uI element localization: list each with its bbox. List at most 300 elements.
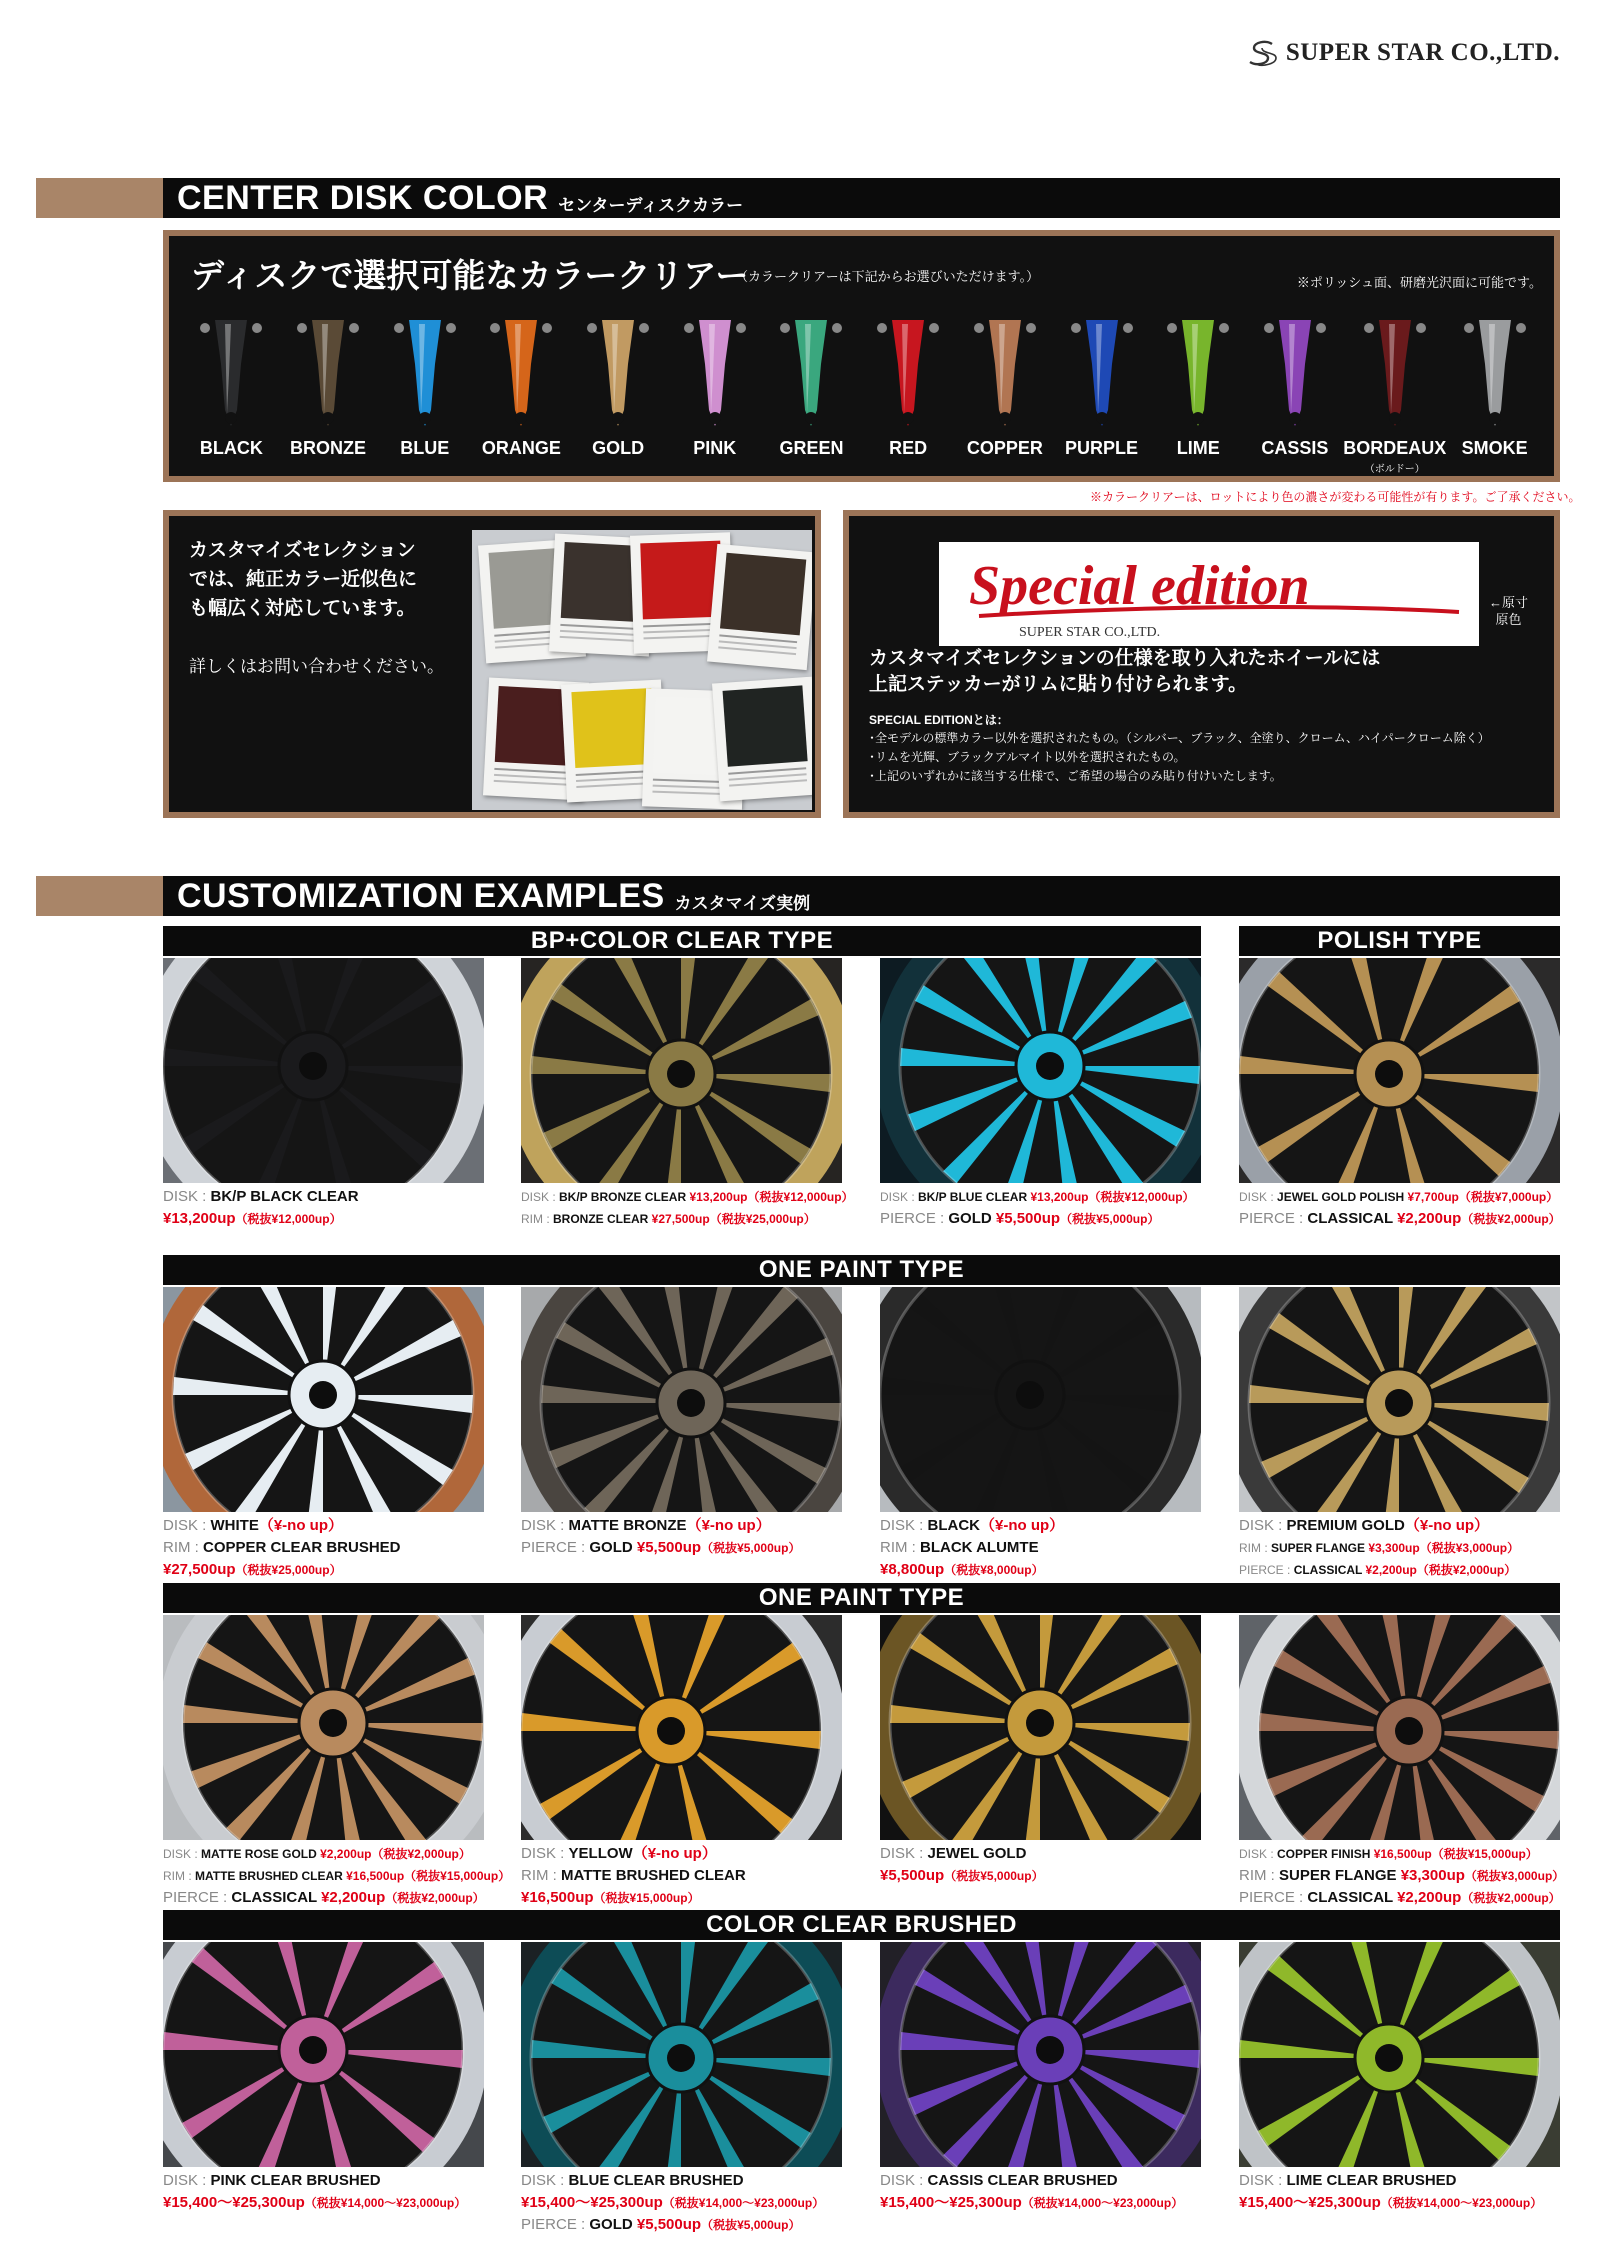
example-spec-text: YELLOW: [568, 1845, 633, 1862]
customization-example: [1239, 958, 1560, 1230]
example-spec-text: RIM :: [163, 1539, 203, 1556]
example-spec-text: ¥16,500up: [346, 1869, 405, 1883]
example-specs: [521, 2170, 842, 2236]
special-edition-item: ･全モデルの標準カラー以外を選択されたもの。（シルバー、ブラック、全塗り、クローム、ハイパークローム除く）: [869, 731, 1490, 745]
wheel-photo-graphic: [521, 958, 842, 1183]
example-spec-line: [880, 2192, 1201, 2214]
example-spec-line: [880, 1559, 1201, 1581]
example-spec-text: LIME CLEAR BRUSHED: [1286, 2172, 1457, 2189]
example-spec-text: （税抜¥12,000up）: [747, 1190, 854, 1204]
example-spec-text: DISK :: [880, 1845, 928, 1862]
special-edition-list: [869, 729, 1490, 786]
swatch-label: SMOKE: [1461, 438, 1528, 458]
example-spec-text: CLASSICAL: [231, 1889, 322, 1906]
example-spec-text: MATTE BRUSHED CLEAR: [195, 1869, 347, 1883]
example-spec-text: （税抜¥12,000up）: [1088, 1190, 1195, 1204]
example-spec-text: PIERCE :: [521, 1539, 590, 1556]
swatch-label: LIME: [1176, 438, 1220, 458]
color-swatch: [570, 314, 667, 474]
example-spec-line: [163, 1865, 511, 1887]
example-spec-text: ¥15,400～¥25,300up: [1239, 2194, 1381, 2211]
example-spec-line: [521, 1887, 842, 1909]
color-sample-card: [707, 544, 812, 670]
wheel-photo: [1239, 958, 1560, 1183]
wheel-photo-graphic: [1239, 958, 1560, 1183]
example-spec-text: （税抜¥25,000up）: [235, 1563, 342, 1577]
example-spec-text: DISK :: [521, 1517, 569, 1534]
example-spec-text: （税抜¥5,000up）: [944, 1869, 1044, 1883]
color-sample-cards-photo: [472, 530, 812, 810]
example-spec-text: DISK :: [1239, 1847, 1278, 1861]
swatch-sublabel: （ボルドー）: [1364, 464, 1425, 475]
customization-example: [163, 1942, 484, 2214]
example-spec-text: （税抜¥2,000up）: [1461, 1891, 1561, 1905]
example-spec-text: （税抜¥5,000up）: [1060, 1212, 1160, 1226]
example-spec-text: （税抜¥14,000～¥23,000up）: [1380, 2196, 1543, 2210]
wheel-photo: [521, 958, 842, 1183]
color-swatch-list: [183, 314, 1543, 474]
example-spec-text: BLACK ALUMTE: [920, 1539, 1039, 1556]
example-specs: [880, 1843, 1201, 1887]
example-spec-text: （税抜¥5,000up）: [701, 2218, 801, 2232]
color-panel-note: ※ポリッシュ面、研磨光沢面に可能です。: [1296, 275, 1542, 290]
example-spec-line: [163, 2192, 484, 2214]
example-spec-text: ¥13,200up: [163, 1210, 236, 1227]
example-spec-text: MATTE ROSE GOLD: [201, 1847, 321, 1861]
example-spec-text: （税抜¥2,000up）: [1461, 1212, 1561, 1226]
example-spec-text: CASSIS CLEAR BRUSHED: [927, 2172, 1118, 2189]
customization-example: [880, 958, 1201, 1230]
special-edition-subtitle: SPECIAL EDITIONとは：: [869, 713, 1009, 727]
example-spec-text: ¥16,500up: [521, 1889, 594, 1906]
example-specs: [880, 1515, 1201, 1581]
section-bar: [163, 178, 1560, 218]
wheel-photo-graphic: [1239, 1287, 1560, 1512]
example-spec-line: [880, 1537, 1201, 1559]
wheel-photo-graphic: [880, 1942, 1201, 2167]
customization-example: [1239, 1287, 1560, 1581]
example-spec-text: （税抜¥15,000up）: [1431, 1847, 1538, 1861]
example-spec-text: ¥2,200up: [1365, 1563, 1417, 1577]
wheel-photo: [880, 1942, 1201, 2167]
section-title-jp: センターディスクカラー: [558, 195, 744, 215]
spoke-sample-icon: [389, 314, 461, 432]
swatch-label: PURPLE: [1065, 438, 1139, 458]
swatch-label: BRONZE: [290, 438, 367, 458]
special-edition-box: [843, 510, 1560, 818]
customization-example: [880, 1942, 1201, 2214]
example-spec-line: [1239, 1208, 1560, 1230]
example-spec-text: JEWEL GOLD POLISH: [1277, 1190, 1408, 1204]
example-spec-text: （税抜¥5,000up）: [701, 1541, 801, 1555]
spoke-sample-icon: [292, 314, 364, 432]
example-spec-text: MATTE BRUSHED CLEAR: [561, 1867, 746, 1884]
swatch-label: ORANGE: [481, 438, 561, 458]
spoke-sample-icon: [485, 314, 557, 432]
section-title-en: CENTER DISK COLOR: [177, 178, 549, 217]
sticker-size-note: ←原寸 原色: [1489, 595, 1529, 627]
example-spec-text: SUPER FLANGE: [1279, 1867, 1401, 1884]
group-one-paint-2: ONE PAINT TYPE: [163, 1583, 1560, 1613]
example-spec-text: PINK CLEAR BRUSHED: [210, 2172, 381, 2189]
example-spec-text: ¥3,300up: [1368, 1541, 1420, 1555]
color-panel-title: ディスクで選択可能なカラークリアー: [191, 257, 749, 294]
example-spec-line: [1239, 1843, 1560, 1865]
wheel-photo: [1239, 1615, 1560, 1840]
example-spec-text: RIM :: [1239, 1867, 1279, 1884]
example-spec-text: RIM :: [521, 1867, 561, 1884]
example-spec-line: [163, 1208, 484, 1230]
example-spec-text: DISK :: [1239, 1517, 1287, 1534]
wheel-photo-graphic: [521, 1942, 842, 2167]
spoke-sample-icon: [1359, 314, 1431, 432]
example-specs: [1239, 1843, 1565, 1909]
wheel-photo-graphic: [880, 1615, 1201, 1840]
company-name: SUPER STAR CO.,LTD.: [1285, 39, 1560, 66]
example-spec-text: （税抜¥12,000up）: [235, 1212, 342, 1226]
special-edition-item: ･リムを光輝、ブラックアルマイト以外を選択されたもの。: [869, 750, 1186, 764]
example-spec-text: GOLD: [589, 2216, 637, 2233]
company-logo-icon: [1246, 38, 1280, 68]
wheel-photo: [521, 1942, 842, 2167]
example-spec-line: [163, 1537, 484, 1559]
example-spec-text: PIERCE :: [521, 2216, 590, 2233]
example-spec-text: CLASSICAL: [1307, 1210, 1398, 1227]
example-specs: [521, 1843, 842, 1909]
example-spec-line: [521, 1843, 842, 1865]
customization-example: [521, 958, 854, 1230]
color-swatch: [666, 314, 763, 474]
color-swatch: [1446, 314, 1543, 474]
example-spec-line: [521, 2214, 842, 2236]
example-spec-text: ¥5,500up: [636, 1539, 702, 1556]
wheel-photo: [163, 1942, 484, 2167]
example-spec-text: DISK :: [521, 1190, 560, 1204]
example-spec-line: [521, 1865, 842, 1887]
example-spec-text: ¥5,500up: [880, 1867, 945, 1884]
group-polish: POLISH TYPE: [1239, 926, 1560, 956]
example-spec-text: （¥-no up）: [686, 1517, 771, 1534]
group-color-clear-brushed: COLOR CLEAR BRUSHED: [163, 1910, 1560, 1940]
example-spec-text: （税抜¥2,000up）: [385, 1891, 485, 1905]
wheel-photo-graphic: [163, 1942, 484, 2167]
example-spec-text: DISK :: [163, 2172, 211, 2189]
customization-example: [880, 1287, 1201, 1581]
wheel-photo-graphic: [163, 1615, 484, 1840]
example-spec-line: [521, 1515, 842, 1537]
example-specs: [880, 1186, 1201, 1230]
special-edition-sticker: [939, 542, 1479, 646]
example-spec-text: ¥2,200up: [1397, 1889, 1462, 1906]
section-tab: [36, 178, 163, 218]
color-swatch: [957, 314, 1054, 474]
example-spec-line: [1239, 2170, 1560, 2192]
company-logo: [1246, 38, 1560, 68]
example-spec-text: RIM :: [163, 1869, 195, 1883]
color-swatch: [1247, 314, 1344, 474]
wheel-photo: [163, 958, 484, 1183]
swatch-label: PINK: [693, 438, 737, 458]
example-spec-line: [1239, 1887, 1560, 1909]
section-header-customization-examples: [36, 876, 1560, 916]
wheel-photo-graphic: [880, 1287, 1201, 1512]
example-spec-line: [1239, 1515, 1560, 1537]
example-spec-line: [163, 1515, 484, 1537]
swatch-label: BORDEAUX: [1343, 438, 1447, 458]
example-spec-text: DISK :: [521, 2172, 569, 2189]
example-spec-line: [880, 1865, 1201, 1887]
spoke-sample-icon: [1162, 314, 1234, 432]
example-spec-line: [163, 1559, 484, 1581]
example-spec-line: [880, 1843, 1201, 1865]
example-spec-text: （税抜¥2,000up）: [371, 1847, 471, 1861]
wheel-photo: [880, 1287, 1201, 1512]
example-spec-text: BLACK: [927, 1517, 981, 1534]
section-bar: [163, 876, 1560, 916]
example-spec-text: BRONZE CLEAR: [553, 1212, 652, 1226]
example-spec-line: [163, 2170, 484, 2192]
color-swatch: [860, 314, 957, 474]
customization-example: [1239, 1942, 1560, 2214]
customization-example: [880, 1615, 1201, 1887]
example-spec-text: PREMIUM GOLD: [1286, 1517, 1405, 1534]
customize-contact-text: 詳しくはお問い合わせください。: [189, 657, 444, 676]
swatch-label: BLACK: [199, 438, 263, 458]
wheel-photo-graphic: [163, 1287, 484, 1512]
example-spec-text: RIM :: [521, 1212, 553, 1226]
color-panel-title-note: （カラークリアーは下記からお選びいただけます。）: [735, 269, 1040, 284]
example-spec-text: COPPER CLEAR BRUSHED: [203, 1539, 401, 1556]
example-spec-text: MATTE BRONZE: [568, 1517, 687, 1534]
example-spec-text: JEWEL GOLD: [927, 1845, 1027, 1862]
example-spec-text: ¥15,400～¥25,300up: [521, 2194, 663, 2211]
color-swatch: [376, 314, 473, 474]
color-swatch: [1343, 314, 1446, 474]
example-spec-text: （税抜¥2,000up）: [1416, 1563, 1517, 1577]
wheel-photo: [163, 1615, 484, 1840]
wheel-photo-graphic: [880, 958, 1201, 1183]
example-spec-line: [1239, 1865, 1565, 1887]
example-spec-line: [521, 1208, 842, 1230]
example-spec-line: [163, 1887, 484, 1909]
spoke-sample-icon: [872, 314, 944, 432]
example-spec-text: DISK :: [880, 2172, 928, 2189]
example-spec-text: （¥-no up）: [258, 1517, 343, 1534]
example-spec-text: （税抜¥3,000up）: [1419, 1541, 1520, 1555]
example-spec-text: ¥3,300up: [1400, 1867, 1465, 1884]
section-tab: [36, 876, 163, 916]
example-specs: [521, 1515, 842, 1559]
example-spec-text: COPPER FINISH: [1277, 1847, 1374, 1861]
example-spec-line: [521, 1537, 842, 1559]
wheel-photo: [1239, 1942, 1560, 2167]
customization-example: [163, 1287, 484, 1581]
example-specs: [1239, 2170, 1560, 2214]
color-footnote: ※カラークリアーは、ロットにより色の濃さが変わる可能性が有ります。ご了承ください。: [1090, 490, 1581, 504]
example-spec-text: DISK :: [1239, 1190, 1278, 1204]
example-spec-text: PIERCE :: [1239, 1889, 1308, 1906]
wheel-photo: [163, 1287, 484, 1512]
example-spec-text: ¥27,500up: [651, 1212, 710, 1226]
customization-example: [163, 1615, 511, 1909]
example-specs: [1239, 1515, 1560, 1581]
example-spec-text: ¥13,200up: [1030, 1190, 1089, 1204]
example-spec-line: [1239, 1537, 1560, 1559]
customization-example: [163, 958, 484, 1230]
example-specs: [163, 1843, 511, 1909]
example-spec-text: （¥-no up）: [980, 1517, 1065, 1534]
example-spec-text: （税抜¥15,000up）: [404, 1869, 511, 1883]
customization-example: [521, 1287, 842, 1559]
example-spec-text: （税抜¥8,000up）: [944, 1563, 1044, 1577]
example-spec-line: [521, 2170, 842, 2192]
customization-example: [521, 1942, 842, 2236]
example-spec-text: ¥15,400～¥25,300up: [163, 2194, 305, 2211]
example-spec-text: （税抜¥7,000up）: [1458, 1190, 1559, 1204]
color-swatch: [183, 314, 280, 474]
example-specs: [163, 2170, 484, 2214]
example-spec-text: GOLD: [589, 1539, 637, 1556]
example-spec-text: ¥13,200up: [689, 1190, 748, 1204]
example-spec-text: BK/P BLACK CLEAR: [210, 1188, 359, 1205]
example-spec-line: [880, 1208, 1201, 1230]
example-spec-text: BK/P BRONZE CLEAR: [559, 1190, 690, 1204]
example-spec-text: ¥2,200up: [1397, 1210, 1462, 1227]
example-spec-text: BK/P BLUE CLEAR: [918, 1190, 1031, 1204]
example-spec-text: WHITE: [210, 1517, 259, 1534]
customize-selection-box: [163, 510, 821, 818]
example-specs: [1239, 1186, 1560, 1230]
example-spec-line: [880, 2170, 1201, 2192]
wheel-photo: [880, 958, 1201, 1183]
example-spec-text: ¥27,500up: [163, 1561, 236, 1578]
sticker-sub: SUPER STAR CO.,LTD.: [1019, 625, 1161, 640]
example-spec-text: ¥5,500up: [995, 1210, 1061, 1227]
example-spec-text: （税抜¥14,000～¥23,000up）: [304, 2196, 467, 2210]
example-spec-text: SUPER FLANGE: [1271, 1541, 1369, 1555]
spoke-sample-icon: [582, 314, 654, 432]
wheel-photo-graphic: [1239, 1615, 1560, 1840]
special-edition-text: カスタマイズセレクションの仕様を取り入れたホイールには 上記ステッカーがリムに貼り付けられます。: [869, 648, 1381, 695]
example-spec-text: （税抜¥14,000～¥23,000up）: [1021, 2196, 1184, 2210]
example-spec-text: （¥-no up）: [1404, 1517, 1490, 1534]
example-spec-text: CLASSICAL: [1293, 1563, 1366, 1577]
example-spec-text: ¥8,800up: [880, 1561, 945, 1578]
customize-text: カスタマイズセレクション では、純正カラー近似色に も幅広く対応しています。: [189, 540, 418, 619]
example-spec-text: PIERCE :: [163, 1889, 232, 1906]
color-swatch: [1053, 314, 1150, 474]
example-spec-text: ¥5,500up: [636, 2216, 702, 2233]
example-spec-text: （税抜¥25,000up）: [709, 1212, 816, 1226]
wheel-photo: [880, 1615, 1201, 1840]
color-clear-panel: [163, 230, 1560, 482]
example-spec-text: DISK :: [163, 1517, 211, 1534]
swatch-label: GREEN: [779, 438, 844, 458]
swatch-label: COPPER: [966, 438, 1043, 458]
example-spec-text: PIERCE :: [1239, 1210, 1308, 1227]
example-spec-line: [521, 2192, 842, 2214]
example-spec-text: RIM :: [1239, 1541, 1271, 1555]
example-spec-line: [1239, 1559, 1560, 1581]
example-specs: [521, 1186, 854, 1230]
example-spec-text: DISK :: [880, 1190, 919, 1204]
example-spec-line: [880, 1515, 1201, 1537]
sticker-title: Special edition: [969, 555, 1310, 617]
customization-example: [521, 1615, 842, 1909]
section-title-en: CUSTOMIZATION EXAMPLES: [177, 876, 665, 915]
example-spec-text: CLASSICAL: [1307, 1889, 1398, 1906]
swatch-label: BLUE: [400, 438, 450, 458]
spoke-sample-icon: [679, 314, 751, 432]
wheel-photo-graphic: [163, 958, 484, 1183]
example-spec-text: DISK :: [163, 1188, 211, 1205]
example-spec-line: [163, 1843, 484, 1865]
example-spec-text: （税抜¥14,000～¥23,000up）: [662, 2196, 825, 2210]
example-spec-line: [1239, 1186, 1560, 1208]
special-edition-item: ･上記のいずれかに該当する仕様で、ご希望の場合のみ貼り付けいたします。: [869, 769, 1282, 783]
example-spec-text: （税抜¥15,000up）: [593, 1891, 700, 1905]
example-spec-text: ¥2,200up: [320, 1847, 372, 1861]
example-specs: [163, 1515, 484, 1581]
color-swatch: [473, 314, 570, 474]
example-spec-line: [521, 1186, 854, 1208]
wheel-photo: [1239, 1287, 1560, 1512]
example-spec-text: GOLD: [948, 1210, 996, 1227]
section-header-center-disk-color: [36, 178, 1560, 218]
spoke-sample-icon: [1066, 314, 1138, 432]
wheel-photo-graphic: [521, 1615, 842, 1840]
spoke-sample-icon: [1459, 314, 1531, 432]
example-spec-text: DISK :: [880, 1517, 928, 1534]
spoke-sample-icon: [195, 314, 267, 432]
example-spec-line: [880, 1186, 1201, 1208]
example-spec-text: （¥-no up）: [632, 1845, 717, 1862]
wheel-photo: [521, 1615, 842, 1840]
color-swatch: [280, 314, 377, 474]
example-spec-text: ¥16,500up: [1373, 1847, 1432, 1861]
example-specs: [163, 1186, 484, 1230]
swatch-label: RED: [889, 438, 928, 458]
swatch-label: GOLD: [592, 438, 645, 458]
customization-example: [1239, 1615, 1565, 1909]
example-spec-text: PIERCE :: [1239, 1563, 1294, 1577]
swatch-label: CASSIS: [1261, 438, 1329, 458]
example-spec-text: BLUE CLEAR BRUSHED: [568, 2172, 744, 2189]
section-title-jp: カスタマイズ実例: [674, 893, 811, 913]
spoke-sample-icon: [969, 314, 1041, 432]
color-sample-card: [712, 677, 812, 802]
wheel-photo-graphic: [521, 1287, 842, 1512]
example-specs: [880, 2170, 1201, 2214]
group-one-paint-1: ONE PAINT TYPE: [163, 1255, 1560, 1285]
example-spec-text: ¥15,400～¥25,300up: [880, 2194, 1022, 2211]
example-spec-text: DISK :: [1239, 2172, 1287, 2189]
example-spec-text: （税抜¥3,000up）: [1464, 1869, 1565, 1883]
example-spec-text: DISK :: [521, 1845, 569, 1862]
color-swatch: [763, 314, 860, 474]
color-swatch: [1150, 314, 1247, 474]
wheel-photo-graphic: [1239, 1942, 1560, 2167]
example-spec-text: ¥2,200up: [321, 1889, 386, 1906]
group-bp-color-clear: BP+COLOR CLEAR TYPE: [163, 926, 1201, 956]
example-spec-text: DISK :: [163, 1847, 202, 1861]
example-spec-text: RIM :: [880, 1539, 920, 1556]
example-spec-text: ¥7,700up: [1407, 1190, 1459, 1204]
example-spec-text: PIERCE :: [880, 1210, 949, 1227]
example-spec-line: [1239, 2192, 1560, 2214]
example-spec-line: [163, 1186, 484, 1208]
wheel-photo: [521, 1287, 842, 1512]
